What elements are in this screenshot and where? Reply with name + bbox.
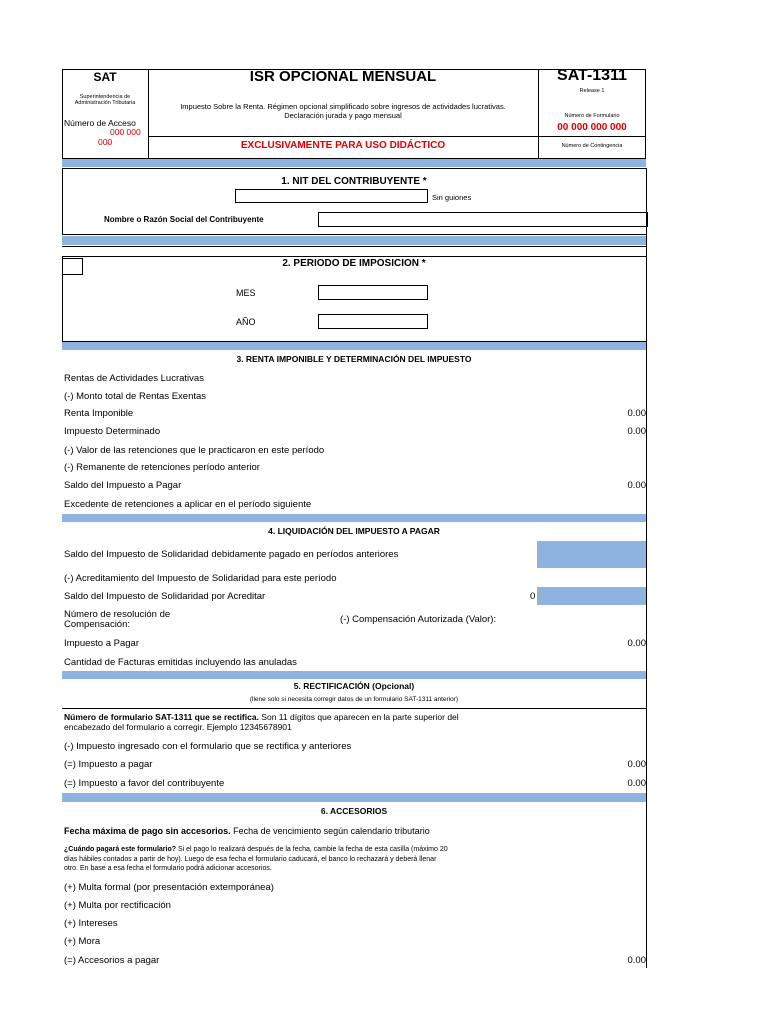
- numero-acceso-value-2[interactable]: 000: [98, 137, 113, 147]
- compensacion-label: (-) Compensación Autorizada (Valor):: [340, 614, 497, 625]
- numero-contingencia-label: Número de Contingencia: [561, 143, 623, 149]
- fecha-maxima-description: [64, 826, 430, 836]
- cuando-line2: días hábiles contados a partir de hoy). Luego de esa fecha el formulario caducará, el banco lo rechazará y deberá llenar: [64, 855, 437, 863]
- didactico-notice: EXCLUSIVAMENTE PARA USO DIDÁCTICO: [240, 140, 446, 151]
- rect-impuesto-pagar-value: 0.00: [627, 759, 646, 770]
- fecha-bold: Fecha máxima de pago sin accesorios.: [64, 826, 231, 836]
- section5-subtitle: (llene solo si necesita corregir datos de un formulario SAT-1311 anterior): [249, 696, 459, 703]
- section2-title: 2. PERIODO DE IMPOSICION *: [282, 258, 426, 269]
- saldo-solidaridad-label: Saldo del Impuesto de Solidaridad debidamente pagado en períodos anteriores: [64, 549, 399, 560]
- section4-title: 4. LIQUIDACIÓN DEL IMPUESTO A PAGAR: [268, 526, 440, 536]
- row-label: (+) Mora: [64, 936, 101, 947]
- saldo-solidaridad-input[interactable]: [537, 541, 646, 568]
- row-label: (+) Multa por rectificación: [64, 900, 171, 911]
- accesorios-pagar-value: 0.00: [627, 955, 646, 966]
- numero-acceso-value-1[interactable]: 000 000: [110, 127, 141, 137]
- rectifica-bold: Número de formulario SAT-1311 que se rectifica.: [64, 712, 259, 722]
- cuando-line3: otro. En base a esa fecha el formulario podrá adicionar accesorios.: [64, 865, 272, 872]
- rect-impuesto-favor-value: 0.00: [627, 778, 646, 789]
- sat-logo-text: SAT: [93, 70, 117, 84]
- fecha-rest: Fecha de vencimiento según calendario tributario: [230, 826, 430, 836]
- numero-acceso-label: Número de Acceso: [64, 118, 136, 128]
- separator-bar: [62, 671, 646, 679]
- cuando-bold: ¿Cuándo pagará este formulario?: [64, 846, 177, 853]
- section2-topline: [62, 246, 646, 247]
- resolucion-label-2: Compensación:: [64, 619, 131, 630]
- saldo-acreditar-value: 0: [530, 591, 536, 602]
- administracion-text: Administración Tributaria: [74, 100, 136, 106]
- form-description-2: Declaración jurada y pago mensual: [284, 111, 402, 120]
- section3-title: 3. RENTA IMPONIBLE Y DETERMINACIÓN DEL IMPUESTO: [236, 354, 472, 364]
- release-label: Release 1: [579, 88, 605, 94]
- anio-input[interactable]: [318, 314, 428, 329]
- numero-formulario-value: 00 000 000 000: [557, 122, 627, 133]
- section1-title: 1. NIT DEL CONTRIBUYENTE *: [281, 176, 427, 187]
- row-label: Saldo del Impuesto a Pagar: [64, 480, 182, 491]
- row-label: Rentas de Actividades Lucrativas: [64, 373, 204, 384]
- nombre-label: Nombre o Razón Social del Contribuyente: [104, 215, 264, 224]
- renta-imponible-value: 0.00: [627, 408, 646, 419]
- sin-guiones-note: Sin guiones: [432, 193, 472, 202]
- right-border: [646, 168, 647, 968]
- anio-label: AÑO: [236, 317, 256, 327]
- facturas-label: Cantidad de Facturas emitidas incluyendo las anuladas: [64, 657, 297, 668]
- row-label: (=) Impuesto a favor del contribuyente: [64, 778, 225, 789]
- rectifica-description: [64, 712, 459, 732]
- resolucion-label-1: Número de resolución de: [64, 609, 171, 620]
- mes-label: MES: [236, 288, 256, 298]
- row-label: (+) Intereses: [64, 918, 118, 929]
- cuando-rest: Si el pago lo realizará después de la fecha, cambie la fecha de esta casilla (máximo 20: [176, 846, 448, 853]
- separator-bar: [62, 159, 646, 167]
- cuando-description: [64, 845, 448, 874]
- row-label: (-) Monto total de Rentas Exentas: [64, 391, 207, 402]
- acreditamiento-label: (-) Acreditamiento del Impuesto de Solidaridad para este período: [64, 573, 337, 584]
- form-title: ISR OPCIONAL MENSUAL: [249, 68, 437, 85]
- row-label: (-) Impuesto ingresado con el formulario que se rectifica y anteriores: [64, 741, 352, 752]
- separator-bar: [62, 236, 646, 245]
- row-label: (=) Accesorios a pagar: [64, 955, 160, 966]
- impuesto-determinado-value: 0.00: [627, 426, 646, 437]
- row-label: Impuesto Determinado: [64, 426, 161, 437]
- form-code: SAT-1311: [557, 67, 627, 84]
- separator-bar: [62, 514, 646, 522]
- mes-input[interactable]: [318, 285, 428, 300]
- saldo-acreditar-label: Saldo del Impuesto de Solidaridad por Acreditar: [64, 591, 266, 602]
- row-label: (-) Remanente de retenciones período anterior: [64, 462, 260, 473]
- separator-bar: [62, 342, 646, 350]
- section5-line: [62, 708, 646, 709]
- row-label: Renta Imponible: [64, 408, 134, 419]
- row-label: (+) Multa formal (por presentación extemporánea): [64, 882, 274, 893]
- superintendencia-text: Superintendencia de: [79, 94, 131, 100]
- saldo-impuesto-value: 0.00: [627, 480, 646, 491]
- nombre-input[interactable]: [318, 212, 648, 227]
- rectifica-rest: Son 11 dígitos que aparecen en la parte superior del: [258, 712, 459, 722]
- numero-formulario-label: Número de Formulario: [564, 113, 620, 119]
- row-label: (-) Valor de las retenciones que le practicaron en este período: [64, 445, 325, 456]
- rectifica-line2: encabezado del formulario a corregir. Ejemplo 12345678901: [64, 722, 292, 732]
- section6-title: 6. ACCESORIOS: [320, 806, 388, 816]
- row-label: Excedente de retenciones a aplicar en el período siguiente: [64, 499, 312, 510]
- saldo-acreditar-input[interactable]: [537, 587, 646, 605]
- section5-title: 5. RECTIFICACIÓN (Opcional): [293, 681, 415, 691]
- impuesto-pagar-label: Impuesto a Pagar: [64, 638, 139, 649]
- form-description-1: Impuesto Sobre la Renta. Régimen opcional simplificado sobre ingresos de actividades lucrativas.: [180, 102, 506, 111]
- separator-bar: [62, 793, 646, 802]
- nit-input[interactable]: [235, 189, 428, 203]
- impuesto-pagar-value: 0.00: [627, 638, 646, 649]
- row-label: (=) Impuesto a pagar: [64, 759, 153, 770]
